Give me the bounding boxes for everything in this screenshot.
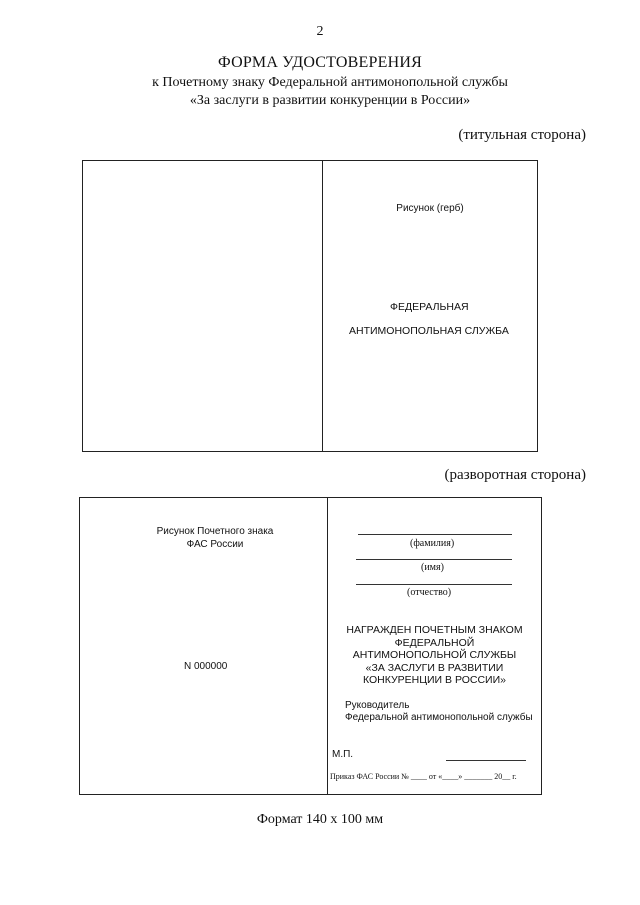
document-subtitle-line2: «За заслуги в развитии конкуренции в России»: [189, 93, 471, 108]
award-line-2: ФЕДЕРАЛЬНОЙ: [394, 636, 475, 649]
certificate-number: N 000000: [184, 661, 228, 672]
spread-side-label: (разворотная сторона): [444, 467, 586, 483]
award-text: [328, 624, 541, 687]
document-subtitle-line1: к Почетному знаку Федеральной антимонопольной службы: [152, 75, 508, 90]
title-side-label: (титульная сторона): [458, 127, 586, 143]
badge-image-caption-line2: ФАС России: [186, 539, 244, 550]
format-caption: Формат 140 x 100 мм: [256, 812, 384, 827]
award-line-5: КОНКУРЕНЦИИ В РОССИИ»: [363, 674, 506, 686]
award-line-3: АНТИМОНОПОЛЬНОЙ СЛУЖБЫ: [352, 649, 517, 661]
award-line-1: НАГРАЖДЕН ПОЧЕТНЫМ ЗНАКОМ: [346, 624, 523, 636]
seal-place: М.П.: [332, 749, 354, 760]
award-line-4: «ЗА ЗАСЛУГИ В РАЗВИТИИ: [365, 661, 504, 674]
head-title-line2: Федеральной антимонопольной службы: [345, 712, 533, 723]
signature-line: [446, 760, 526, 761]
spread-side-frame: [79, 497, 542, 795]
head-title-line1: Руководитель: [345, 700, 410, 711]
patronymic-caption: (отчество): [407, 587, 452, 598]
order-reference: Приказ ФАС России № ____ от «____» _______ 20__ г.: [330, 772, 517, 781]
page-number: 2: [316, 24, 324, 39]
badge-image-caption-line1: Рисунок Почетного знака: [156, 526, 274, 537]
surname-caption: (фамилия): [410, 538, 455, 549]
org-name-line1: ФЕДЕРАЛЬНАЯ: [390, 301, 469, 313]
title-side-frame: [82, 160, 538, 452]
emblem-placeholder: Рисунок (герб): [396, 203, 464, 214]
name-line: [356, 559, 512, 560]
patronymic-line: [356, 584, 512, 585]
name-caption: (имя): [421, 562, 444, 573]
document-title: ФОРМА УДОСТОВЕРЕНИЯ: [218, 54, 422, 71]
surname-line: [358, 534, 512, 535]
org-name-line2: АНТИМОНОПОЛЬНАЯ СЛУЖБА: [349, 325, 509, 337]
